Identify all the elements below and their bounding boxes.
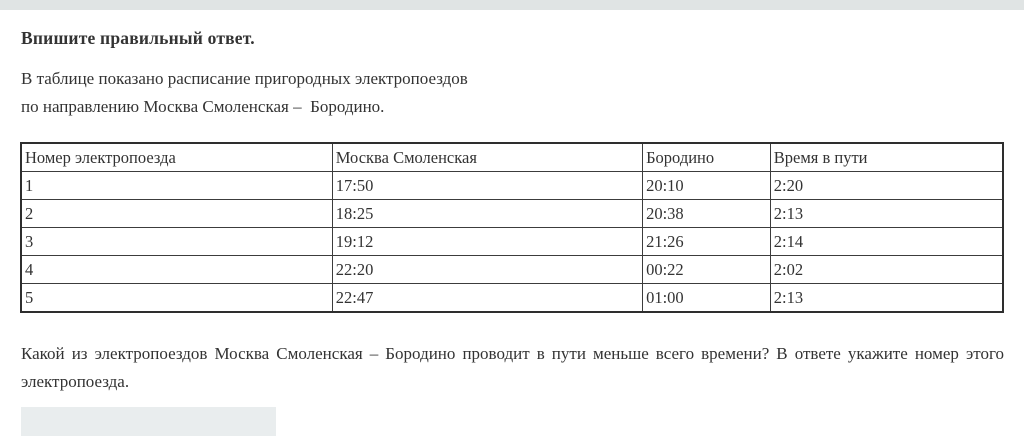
table-cell-arrival: 21:26	[643, 228, 771, 256]
table-cell-duration: 2:20	[770, 172, 1003, 200]
table-cell-departure: 22:20	[332, 256, 642, 284]
table-cell-departure: 19:12	[332, 228, 642, 256]
table-row	[21, 200, 1003, 228]
table-header-row	[21, 143, 1003, 172]
table-cell-duration: 2:13	[770, 284, 1003, 313]
table-cell-train-number: 5	[21, 284, 332, 313]
table-cell-train-number: 1	[21, 172, 332, 200]
table-cell-duration: 2:13	[770, 200, 1003, 228]
table-cell-departure: 18:25	[332, 200, 642, 228]
table-row	[21, 228, 1003, 256]
answer-input[interactable]	[21, 407, 276, 436]
intro-line-2: по направлению Москва Смоленская – Бородино.	[21, 97, 385, 116]
table-cell-duration: 2:14	[770, 228, 1003, 256]
table-header-train-number: Номер электропоезда	[21, 143, 332, 172]
question-text: Какой из электропоездов Москва Смоленская – Бородино проводит в пути меньше всего времени? В ответе укажите номер этого электропоезда.	[21, 344, 1004, 391]
table-cell-departure: 17:50	[332, 172, 642, 200]
table-cell-arrival: 01:00	[643, 284, 771, 313]
table-cell-train-number: 4	[21, 256, 332, 284]
table-cell-departure: 22:47	[332, 284, 642, 313]
task-content	[0, 28, 1024, 436]
table-cell-train-number: 2	[21, 200, 332, 228]
table-cell-arrival: 00:22	[643, 256, 771, 284]
intro-text	[21, 65, 1004, 121]
table-row	[21, 172, 1003, 200]
table-cell-duration: 2:02	[770, 256, 1003, 284]
table-header-travel-time: Время в пути	[770, 143, 1003, 172]
prompt-title: Впишите правильный ответ.	[21, 28, 255, 48]
table-cell-train-number: 3	[21, 228, 332, 256]
table-row	[21, 284, 1003, 313]
schedule-table	[20, 142, 1004, 313]
table-row	[21, 256, 1003, 284]
table-cell-arrival: 20:10	[643, 172, 771, 200]
table-header-borodino: Бородино	[643, 143, 771, 172]
table-header-moscow-smolenskaya: Москва Смоленская	[332, 143, 642, 172]
intro-line-1: В таблице показано расписание пригородных электропоездов	[21, 69, 468, 88]
top-bar	[0, 0, 1024, 10]
table-cell-arrival: 20:38	[643, 200, 771, 228]
